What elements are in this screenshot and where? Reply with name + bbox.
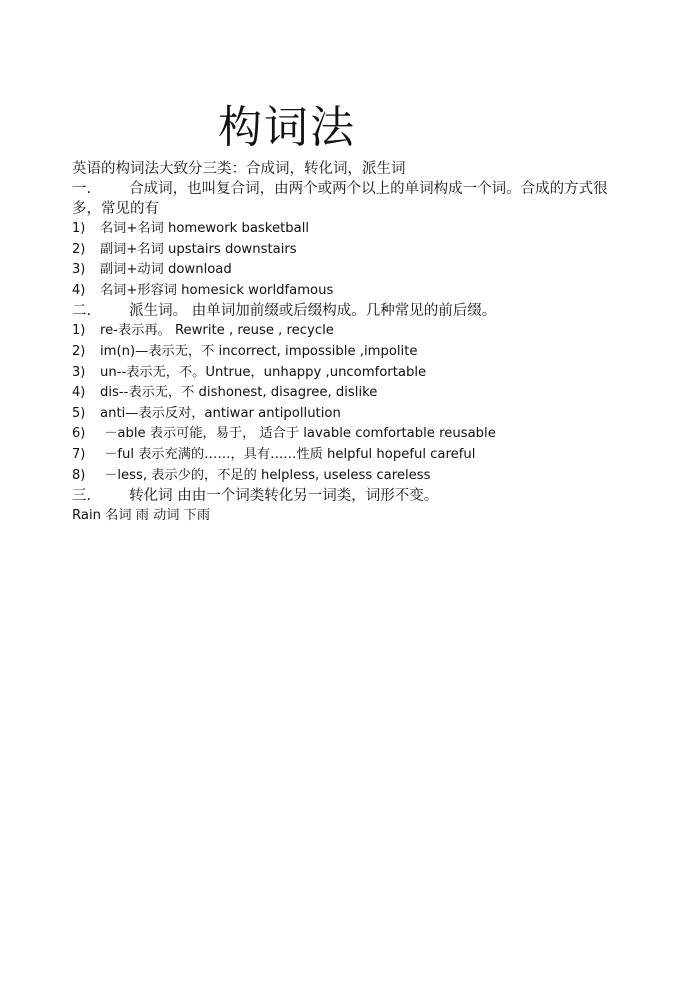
- list-item-text: －less, 表示少的，不足的 helpless, useless careless: [100, 467, 431, 483]
- list-item-number: 1): [72, 221, 86, 236]
- section-3-example: Rain 名词 雨 动词 下雨: [72, 508, 211, 524]
- list-item-number: 3): [72, 364, 86, 380]
- list-item-text: －able 表示可能，易于， 适合于 lavable comfortable reusable: [100, 426, 496, 442]
- list-item-text: re-表示再。 Rewrite , reuse , recycle: [100, 323, 334, 339]
- document-title: 构词法: [218, 102, 356, 153]
- list-item-number: 2): [72, 343, 86, 359]
- section-1-heading: [72, 179, 632, 219]
- section-1-marker: 一.: [72, 181, 92, 197]
- list-item-number: 6): [72, 426, 86, 442]
- list-item: [72, 363, 632, 384]
- list-item-text: 副词+名词 upstairs downstairs: [100, 241, 297, 257]
- section-3-marker: 三.: [72, 488, 92, 505]
- list-item: [72, 260, 632, 281]
- section-3-text: 转化词 由由一个词类转化另一词类，词形不变。: [129, 488, 439, 505]
- list-item: [72, 321, 632, 342]
- list-item-number: 8): [72, 467, 86, 483]
- list-item-number: 1): [72, 323, 86, 339]
- section-3-heading: [72, 486, 632, 506]
- list-item-text: －ful 表示充满的……，具有……性质 helpful hopeful careful: [100, 446, 476, 462]
- list-item: [72, 424, 632, 445]
- list-item: [72, 240, 632, 261]
- list-item-text: 名词+形容词 homesick worldfamous: [100, 282, 334, 298]
- list-item-number: 4): [72, 282, 86, 298]
- list-item-text: un--表示无，不。Untrue，unhappy ,uncomfortable: [100, 364, 427, 380]
- list-item: [72, 219, 632, 240]
- list-item: [72, 281, 632, 302]
- list-item-number: 2): [72, 241, 86, 257]
- list-item-number: 7): [72, 446, 86, 462]
- section-2-text: 派生词。 由单词加前缀或后缀构成。几种常见的前后缀。: [129, 303, 497, 320]
- list-item-text: 副词+动词 download: [100, 262, 232, 278]
- document-body: [72, 159, 632, 527]
- list-item: [72, 466, 632, 487]
- list-item-number: 3): [72, 262, 86, 278]
- section-2-heading: [72, 301, 632, 321]
- section-1-text: 合成词，也叫复合词，由两个或两个以上的单词构成一个词。合成的方式很多，常见的有: [72, 181, 608, 217]
- list-item-number: 5): [72, 405, 86, 421]
- list-item-text: dis--表示无，不 dishonest, disagree, dislike: [100, 385, 378, 401]
- list-item: [72, 404, 632, 425]
- list-item-number: 4): [72, 385, 86, 401]
- list-item: [72, 383, 632, 404]
- section-2-marker: 二.: [72, 303, 92, 320]
- list-item: [72, 342, 632, 363]
- intro-line: 英语的构词法大致分三类：合成词，转化词，派生词: [72, 161, 406, 177]
- list-item-text: 名词+名词 homework basketball: [100, 221, 310, 236]
- list-item-text: anti—表示反对，antiwar antipollution: [100, 405, 341, 421]
- list-item: [72, 445, 632, 466]
- list-item-text: im(n)—表示无，不 incorrect, impossible ,impolite: [100, 343, 418, 359]
